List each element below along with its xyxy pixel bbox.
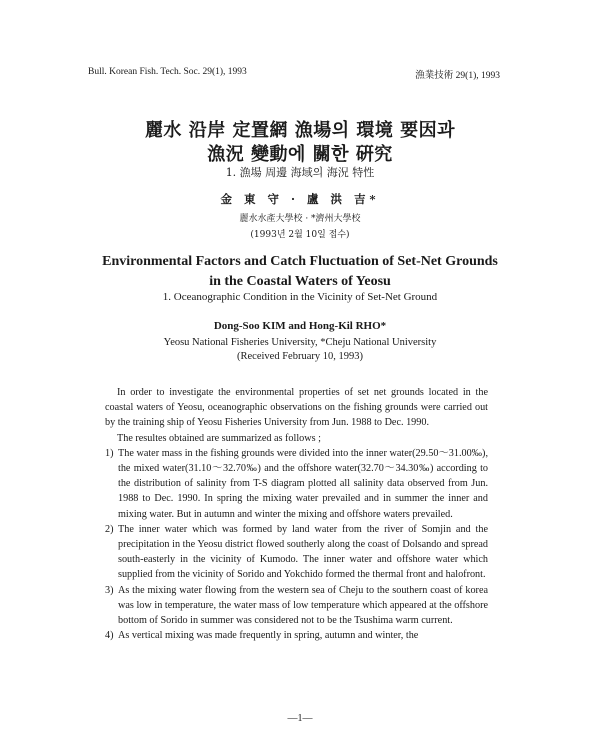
english-title-line2: in the Coastal Waters of Yeosu <box>209 274 391 289</box>
abstract-result-item <box>105 628 488 643</box>
result-text: The inner water which was formed by land water from the river of Somjin and the precipitation in the Yeosu district flowed southerly along the coast of Dolsando and spread south-easterly in the vicinity of Kumodo. The inner water and offshore water which supplied from the vicinity of Sorido and Yokchido formed the thermal front and halofront. <box>118 523 488 581</box>
english-title-line1: Environmental Factors and Catch Fluctuation of Set-Net Grounds <box>102 254 498 269</box>
abstract-lead: The resultes obtained are summarized as follows ; <box>117 432 321 444</box>
journal-header-right: 漁業技術 29(1), 1993 <box>415 71 500 81</box>
journal-header-left: Bull. Korean Fish. Tech. Soc. 29(1), 1993 <box>88 67 247 77</box>
korean-title-line1: 麗水 沿岸 定置網 漁場의 環境 要因과 <box>144 120 456 141</box>
result-number: 2) <box>105 523 114 535</box>
english-received-date: (Received February 10, 1993) <box>237 351 363 362</box>
result-text: As vertical mixing was made frequently in spring, autumn and winter, the <box>118 630 419 642</box>
english-affiliation: Yeosu National Fisheries University, *Cheju National University <box>163 337 437 348</box>
korean-affiliation: 麗水水產大學校 · *濟州大學校 <box>239 214 361 224</box>
korean-title-line2: 漁況 變動에 關한 硏究 <box>207 144 393 165</box>
abstract-result-item <box>105 522 488 583</box>
english-subtitle: 1. Oceanographic Condition in the Vicinity of Set-Net Ground <box>162 291 438 303</box>
korean-received-date: (1993년 2월 10일 접수) <box>250 230 350 240</box>
korean-subtitle: 1. 漁場 周邊 海域의 海況 特性 <box>225 166 375 179</box>
result-text: As the mixing water flowing from the western sea of Cheju to the southern coast of korea was low in temperature, the water mass of low temperature which appeared at the offshore bottom of Sorido in summer was considered not to be the Tsushima warm current. <box>118 584 488 627</box>
abstract-result-item <box>105 446 488 522</box>
abstract-result-item <box>105 583 488 629</box>
result-text: The water mass in the fishing grounds were divided into the inner water(29.50～31.00‰), the mixed water(31.10～32.70‰) and the offshore water(32.70～34.30‰) according to the distribution of salinity from T-S diagram plotted all salinity data observed from Jun. 1988 to Dec. 1990. In spring the mixing water prevailed and in summer the inner and mixing water. But in autumn and winter the mixing and offshore waters prevailed. <box>118 447 488 520</box>
korean-authors: 金 東 守 · 盧 洪 吉* <box>220 192 380 206</box>
english-authors: Dong-Soo KIM and Hong-Kil RHO* <box>213 320 387 332</box>
page-number: —1— <box>287 713 313 724</box>
abstract-result-list <box>105 446 488 644</box>
result-number: 3) <box>105 584 114 596</box>
abstract <box>105 385 488 643</box>
abstract-intro: In order to investigate the environmental properties of set net grounds located in the coastal waters of Yeosu, oceanographic observations on the fishing grounds were carried out by the training ship of Yeosu Fisheries University from Jun. 1988 to Dec. 1990. <box>105 387 488 429</box>
result-number: 1) <box>105 447 114 459</box>
result-number: 4) <box>105 630 114 642</box>
